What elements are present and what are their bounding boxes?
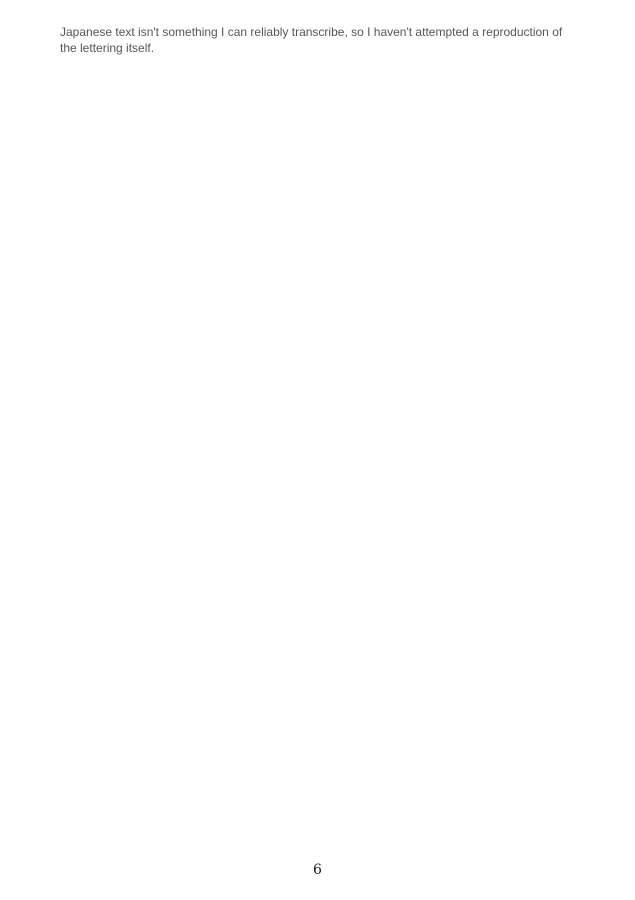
page-number: 6: [313, 862, 322, 878]
upper-text-block: [75, 50, 555, 420]
transcription-notice: Japanese text isn't something I can reliably transcribe, so I haven't attempted a reproduction of the lettering itself.: [60, 25, 563, 55]
lower-text-block: [75, 470, 555, 840]
